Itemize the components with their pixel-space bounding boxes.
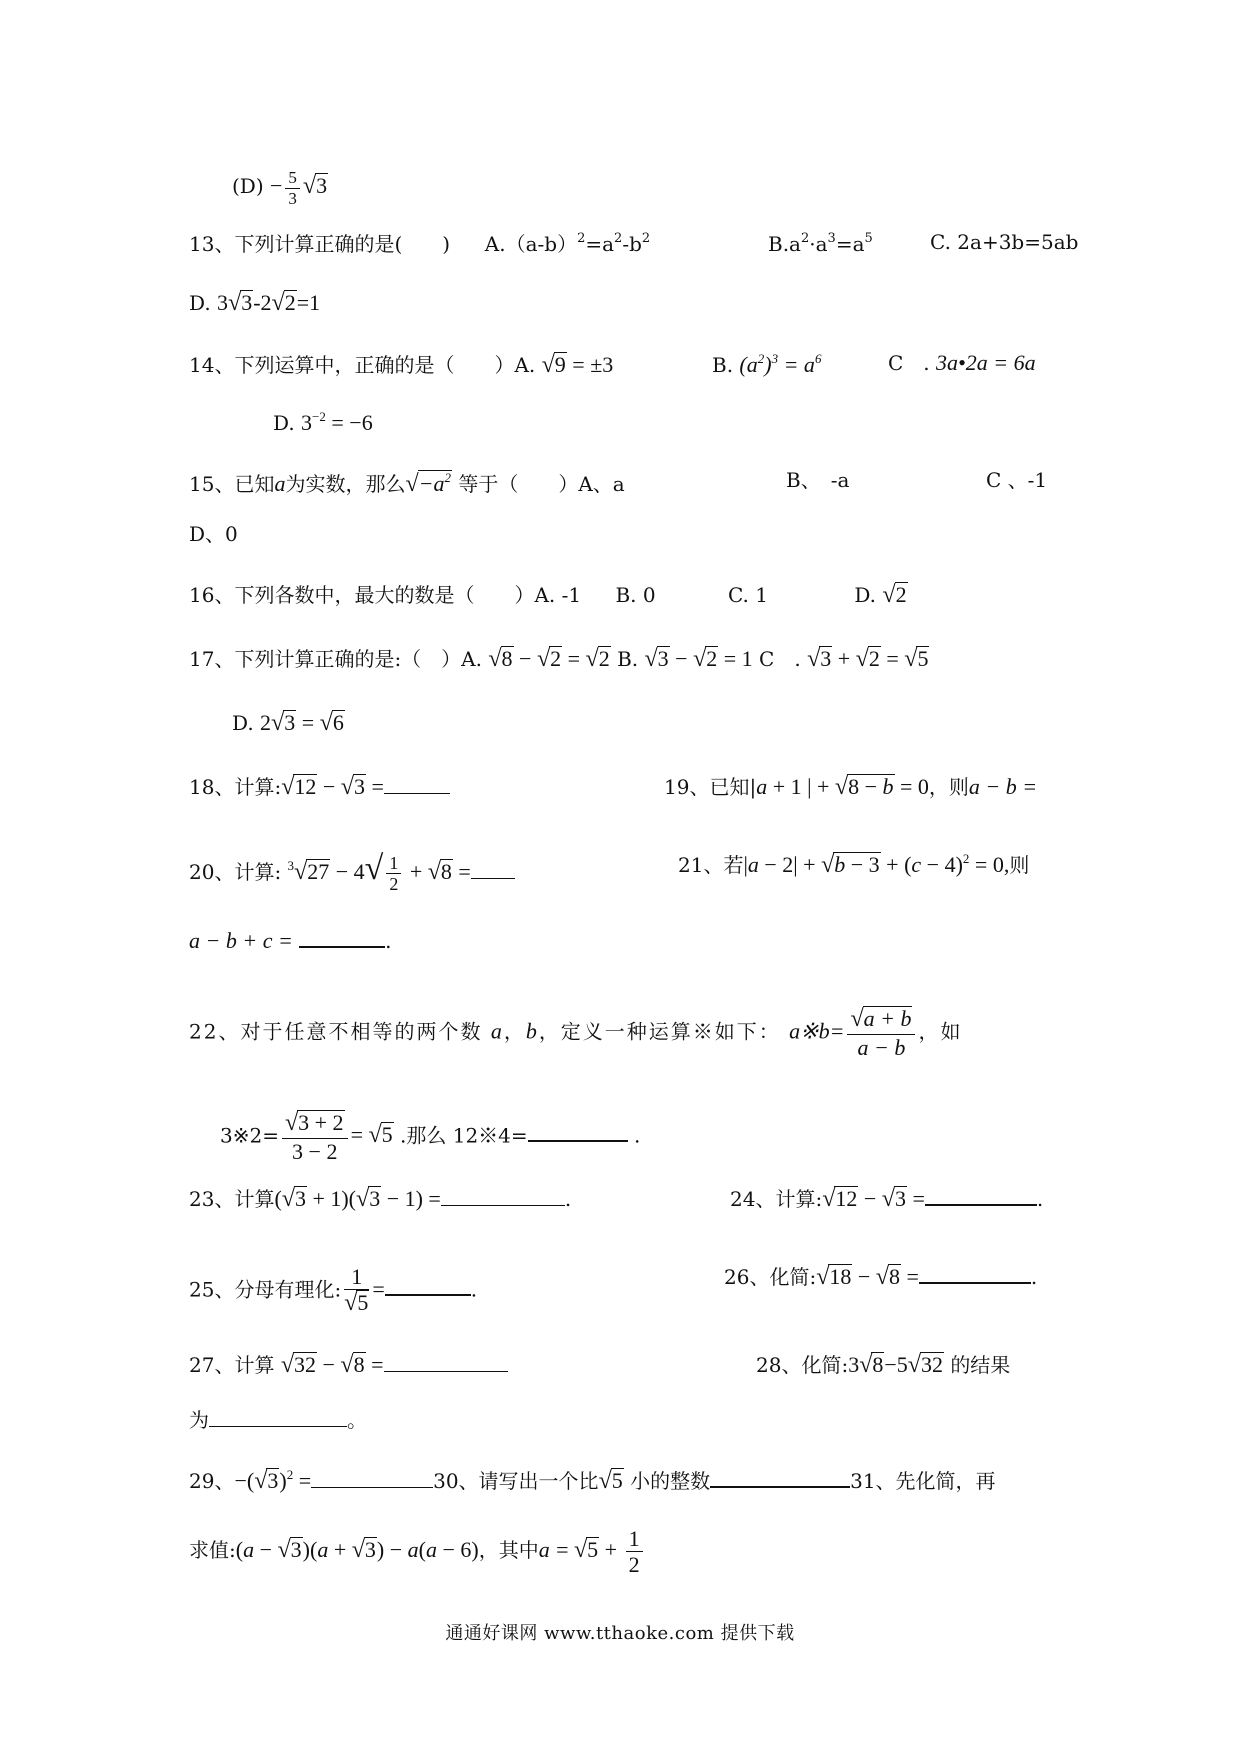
q15-option-b: B、 -a: [786, 468, 850, 492]
q14-option-c: C . 3a•2a = 6a: [888, 350, 1036, 375]
q13-option-b: $B.a^2\cdot a^3=a^5$: [768, 231, 873, 256]
q15-option-d: D、0: [189, 522, 238, 546]
footer: 通通好课网 www.tthaoke.com 提供下载: [445, 1623, 795, 1644]
q12-option-d-label: (D): [232, 174, 264, 199]
q28-continuation: 为 。: [189, 1408, 367, 1432]
q13-option-d: D. 3√3-2√2=1: [189, 290, 321, 316]
question-18: 18、计算:√12 − √3 =: [189, 774, 450, 799]
q21-continuation: a − b + c = .: [189, 928, 392, 953]
question-27: 27、计算 √32 − √8 =: [189, 1352, 508, 1377]
q14-option-b: B. $(a^2)^3 = a^6$: [712, 351, 822, 377]
question-22: 22、对于任意不相等的两个数 a，b，定义一种运算※如下： a※b= $\frac{√a + b}{a - b}$ ，如: [189, 1006, 963, 1060]
q14-option-a-math: √9 = ±3: [541, 352, 614, 378]
question-21: 21、若$|a - 2| + √b - 3 + (c - 4)^2 = 0$,则: [678, 851, 1030, 878]
q15-option-c: C 、-1: [986, 468, 1048, 492]
q13-option-c: C. 2a+3b=5ab: [930, 230, 1079, 254]
question-26: 26、化简:√18 − √8 = .: [724, 1264, 1038, 1290]
question-20: 20、计算: $^3$√27 − 4√ $\frac{1}{2}$ + √8 =: [189, 852, 515, 895]
questions-29-31: 29、$-(√3)^2 = 30$、请写出一个比√5 小的整数 31、先化简，再: [189, 1467, 996, 1494]
question-24: 24、计算:√12 − √3 = .: [730, 1186, 1044, 1212]
question-25: 25、分母有理化: $\frac{1}{√5}$ = .: [189, 1264, 478, 1317]
q13-stem: 13、下列计算正确的是( ): [189, 232, 451, 256]
question-16: 16、下列各数中，最大的数是（ ）A. -1 B. 0 C. 1 D. √2: [189, 582, 907, 608]
q31-continuation: 求值:(a − √3)(a + √3) − a(a − 6)，其中a = √5 + $\frac{1}{2}$: [189, 1526, 646, 1578]
q14-option-d: D. $3^{-2} = -6$: [273, 409, 373, 435]
q12-option-d-math: − $\frac{5}{3}$ √3: [270, 168, 328, 208]
q13-option-a: $A.(a-b)^2=a^2-b^2$: [484, 231, 651, 256]
q12-option-d: [232, 168, 328, 208]
q14-stem: 14、下列运算中，正确的是（ ）A.: [189, 353, 536, 377]
question-13: [189, 232, 650, 254]
q22-example: 3※2= $\frac{√3 + 2}{3 - 2}$ = √5 .那么 12※4= .: [220, 1110, 641, 1164]
question-15: 15、已知a为实数，那么$√-a^2$ 等于（ ）A、a: [189, 470, 625, 497]
question-14: [189, 352, 613, 377]
question-23: 23、计算(√3 + 1)(√3 − 1) = .: [189, 1186, 572, 1212]
q17-option-d: D. 2√3 = √6: [232, 710, 344, 736]
question-17: 17、下列计算正确的是:（ ）A. √8 − √2 = √2 B. √3 − √2 = 1 C . √3 + √2 = √5: [189, 646, 929, 672]
question-28: 28、化简:3√8−5√32 的结果: [756, 1352, 1011, 1378]
question-19: 19、已知|a + 1 | + √8 − b = 0，则a − b =: [664, 774, 1038, 800]
